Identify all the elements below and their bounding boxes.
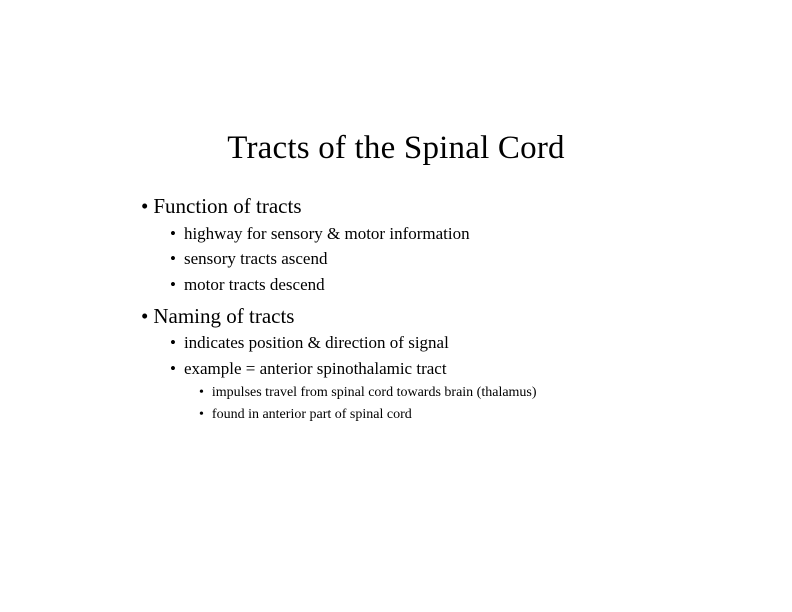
bullet-icon: • <box>199 407 204 422</box>
bullet-icon: • <box>170 249 176 268</box>
list-item <box>170 333 449 353</box>
sub-list-item <box>199 406 412 424</box>
bullet-icon: • <box>170 359 176 378</box>
list-item-text: highway for sensory & motor information <box>183 224 470 243</box>
section-heading-text: Function of tracts <box>153 194 302 218</box>
sub-list-item-text: impulses travel from spinal cord towards brain (thalamus) <box>211 385 537 400</box>
slide-title: Tracts of the Spinal Cord <box>227 130 565 166</box>
list-item <box>170 224 470 244</box>
section-heading-function <box>141 194 302 218</box>
sub-list-item-text: found in anterior part of spinal cord <box>211 407 412 422</box>
bullet-icon: • <box>199 385 204 400</box>
bullet-icon: • <box>141 304 149 328</box>
bullet-icon: • <box>170 333 176 352</box>
section-heading-text: Naming of tracts <box>153 304 295 328</box>
list-item-text: example = anterior spinothalamic tract <box>183 359 447 378</box>
section-heading-naming <box>141 304 294 328</box>
list-item-text: motor tracts descend <box>183 275 325 294</box>
list-item-text: indicates position & direction of signal <box>183 333 449 352</box>
list-item <box>170 249 327 269</box>
bullet-icon: • <box>170 224 176 243</box>
list-item <box>170 359 447 379</box>
list-item-text: sensory tracts ascend <box>183 249 328 268</box>
bullet-icon: • <box>141 194 149 218</box>
list-item <box>170 275 325 295</box>
bullet-icon: • <box>170 275 176 294</box>
sub-list-item <box>199 384 537 402</box>
